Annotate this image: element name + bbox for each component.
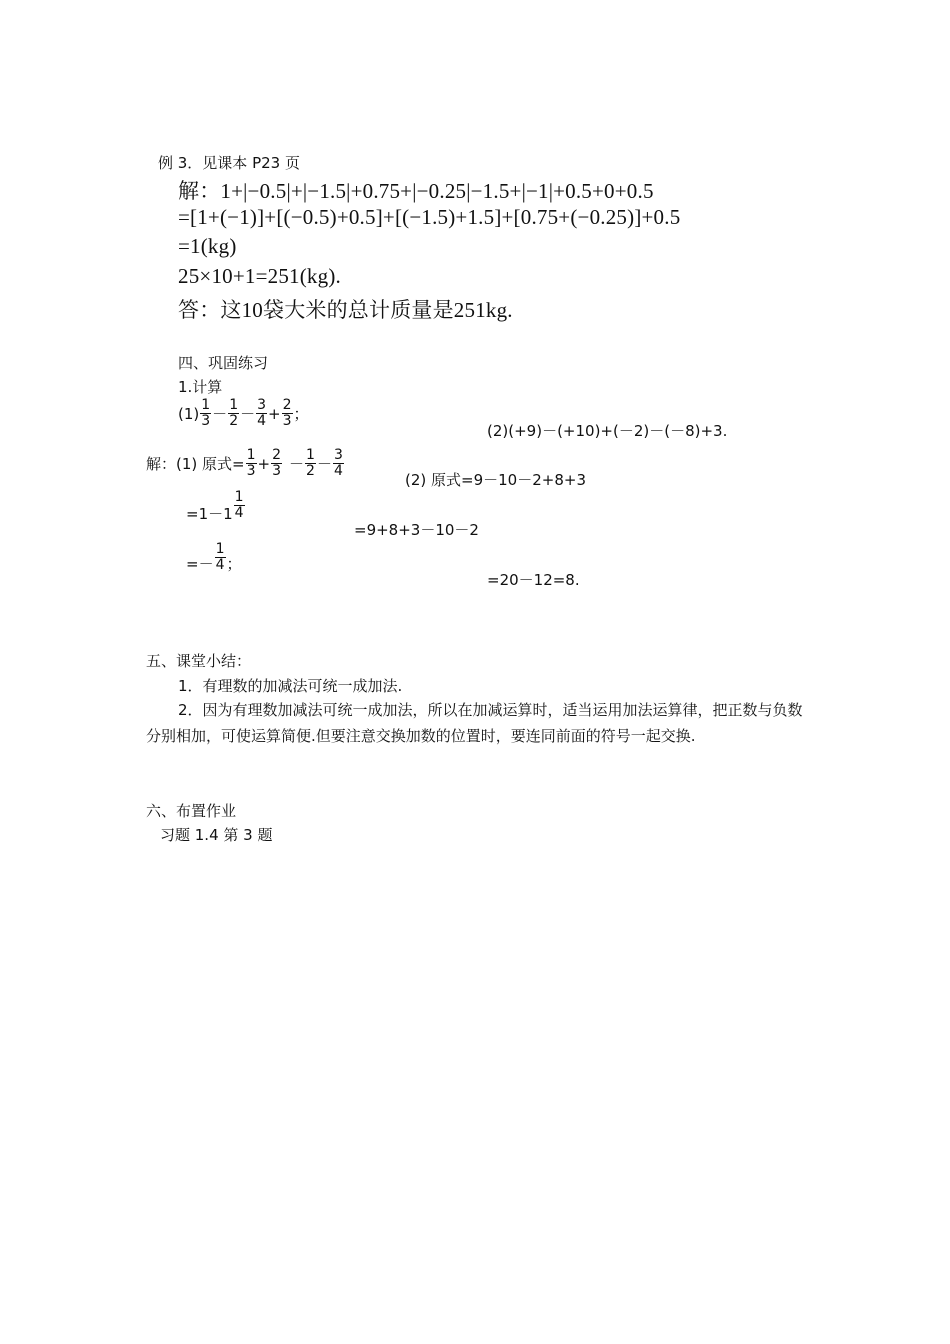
- q1-prefix: (1): [178, 404, 200, 423]
- q1-fraction-3: $\frac{3}{4}$: [257, 397, 267, 429]
- sol1-line2-fraction: $\frac{1}{4}$: [234, 489, 244, 521]
- solution-line-3: =1(kg): [178, 234, 237, 258]
- sol1-prefix: 解：(1) 原式=: [146, 455, 245, 473]
- sol1-fraction-2: $\frac{2}{3}$: [272, 447, 282, 479]
- sol2-line-2: =9+8+3－10－2: [354, 521, 479, 539]
- solution-answer: 答：这10袋大米的总计质量是251kg.: [178, 298, 513, 322]
- q1-fraction-1: $\frac{1}{3}$: [201, 397, 211, 429]
- q1-suffix: ；: [293, 405, 309, 423]
- sol1-fraction-1: $\frac{1}{3}$: [246, 447, 256, 479]
- solution-line-2: =[1+(−1)]+[(−0.5)+0.5]+[(−1.5)+1.5]+[0.75+(−0.25)]+0.5: [178, 205, 681, 229]
- example-title: 例 3．见课本 P23 页: [158, 154, 300, 172]
- sol1-fraction-4: $\frac{3}{4}$: [333, 447, 343, 479]
- sol1-op-1: +: [257, 454, 271, 473]
- q1-op-1: －: [212, 405, 228, 423]
- sol1-line-3: [186, 541, 242, 579]
- homework-item: 习题 1.4 第 3 题: [160, 826, 273, 844]
- sol1-line3-prefix: =－: [186, 555, 214, 573]
- summary-heading: 五、课堂小结：: [146, 652, 252, 670]
- sol1-line3-fraction: $\frac{1}{4}$: [215, 541, 225, 573]
- sol1-fraction-3: $\frac{1}{2}$: [306, 447, 315, 479]
- sol1-line2-prefix: =1－1: [186, 505, 233, 523]
- sol1-line-2: [186, 489, 246, 529]
- q1-fraction-2: $\frac{1}{2}$: [229, 397, 239, 429]
- sol1-op-2: －: [289, 455, 305, 473]
- homework-heading: 六、布置作业: [146, 802, 237, 820]
- practice-heading: 四、巩固练习: [178, 354, 269, 372]
- question-2: (2)(+9)－(+10)+(－2)－(－8)+3.: [487, 422, 728, 440]
- question-1: [178, 398, 309, 429]
- q1-op-2: －: [240, 405, 256, 423]
- q1-fraction-4: $\frac{2}{3}$: [282, 397, 292, 429]
- sol2-line-1: (2) 原式=9－10－2+8+3: [405, 471, 586, 489]
- summary-point-2: 2．因为有理数加减法可统一成加法，所以在加减运算时，适当运用加法运算律，把正数与负数分别相加，可使运算简便.但要注意交换加数的位置时，要连同前面的符号一起交换.: [146, 701, 803, 745]
- sol1-op-3: －: [316, 455, 332, 473]
- practice-sub: 1.计算: [178, 378, 223, 396]
- sol1-line3-suffix: ；: [226, 555, 242, 573]
- solution-line-1: 解：1+|−0.5|+|−1.5|+0.75+|−0.25|−1.5+|−1|+0.5+0+0.5: [178, 179, 654, 203]
- q1-op-3: +: [268, 404, 281, 423]
- sol1-line-1: [146, 448, 345, 479]
- solution-line-4: 25×10+1=251(kg).: [178, 264, 341, 288]
- summary-point-1: 1．有理数的加减法可统一成加法.: [178, 677, 403, 695]
- sol2-line-3: =20－12=8.: [487, 571, 580, 589]
